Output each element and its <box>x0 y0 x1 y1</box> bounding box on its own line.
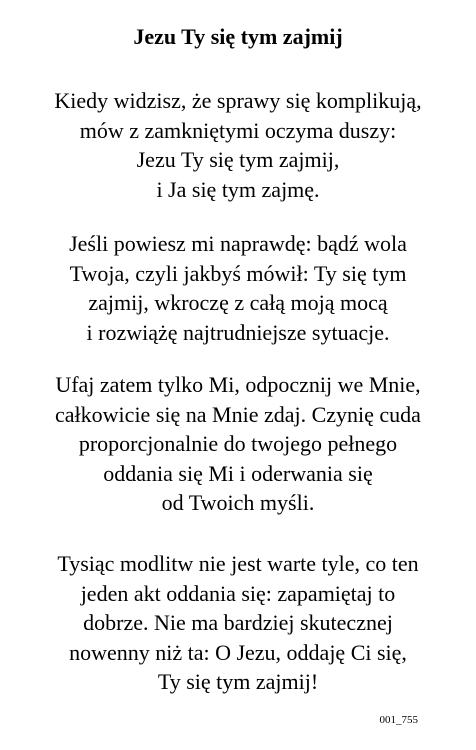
stanza-3 <box>0 370 476 518</box>
stanza-line: dobrze. Nie ma bardziej skutecznej <box>83 610 393 635</box>
stanza-line: nowenny niż ta: O Jezu, oddaję Ci się, <box>69 639 407 665</box>
stanza-line: zajmij, wkroczę z całą moją mocą <box>88 290 388 315</box>
stanza-line: Jeśli powiesz mi naprawdę: bądź wola <box>69 231 407 256</box>
stanza-4 <box>0 549 476 697</box>
stanza-2 <box>0 229 476 347</box>
stanza-line: całkowicie się na Mnie zdaj. Czynię cuda <box>55 401 421 427</box>
stanza-line: od Twoich myśli. <box>161 490 315 515</box>
stanza-line: mów z zamkniętymi oczyma duszy: <box>79 117 397 143</box>
stanza-line: Ufaj zatem tylko Mi, odpocznij we Mnie, <box>55 372 421 397</box>
stanza-line: jeden akt oddania się: zapamiętaj to <box>80 580 396 606</box>
stanza-line: i rozwiążę najtrudniejsze sytuacje. <box>86 319 390 345</box>
stanza-line: Jezu Ty się tym zajmij, <box>136 147 340 172</box>
stanza-line: proporcjonalnie do twojego pełnego <box>78 431 398 456</box>
stanza-line: Tysiąc modlitw nie jest warte tyle, co ten <box>57 551 419 576</box>
stanza-line: i Ja się tym zajmę. <box>156 176 320 202</box>
card-code: 001_755 <box>379 714 418 726</box>
stanza-line: Ty się tym zajmij! <box>157 669 319 694</box>
stanza-line: Kiedy widzisz, że sprawy się komplikują, <box>54 88 422 113</box>
prayer-title: Jezu Ty się tym zajmij <box>133 24 343 49</box>
stanza-line: oddania się Mi i oderwania się <box>103 460 373 486</box>
stanza-line: Twoja, czyli jakbyś mówił: Ty się tym <box>69 260 407 286</box>
stanza-1 <box>0 86 476 204</box>
